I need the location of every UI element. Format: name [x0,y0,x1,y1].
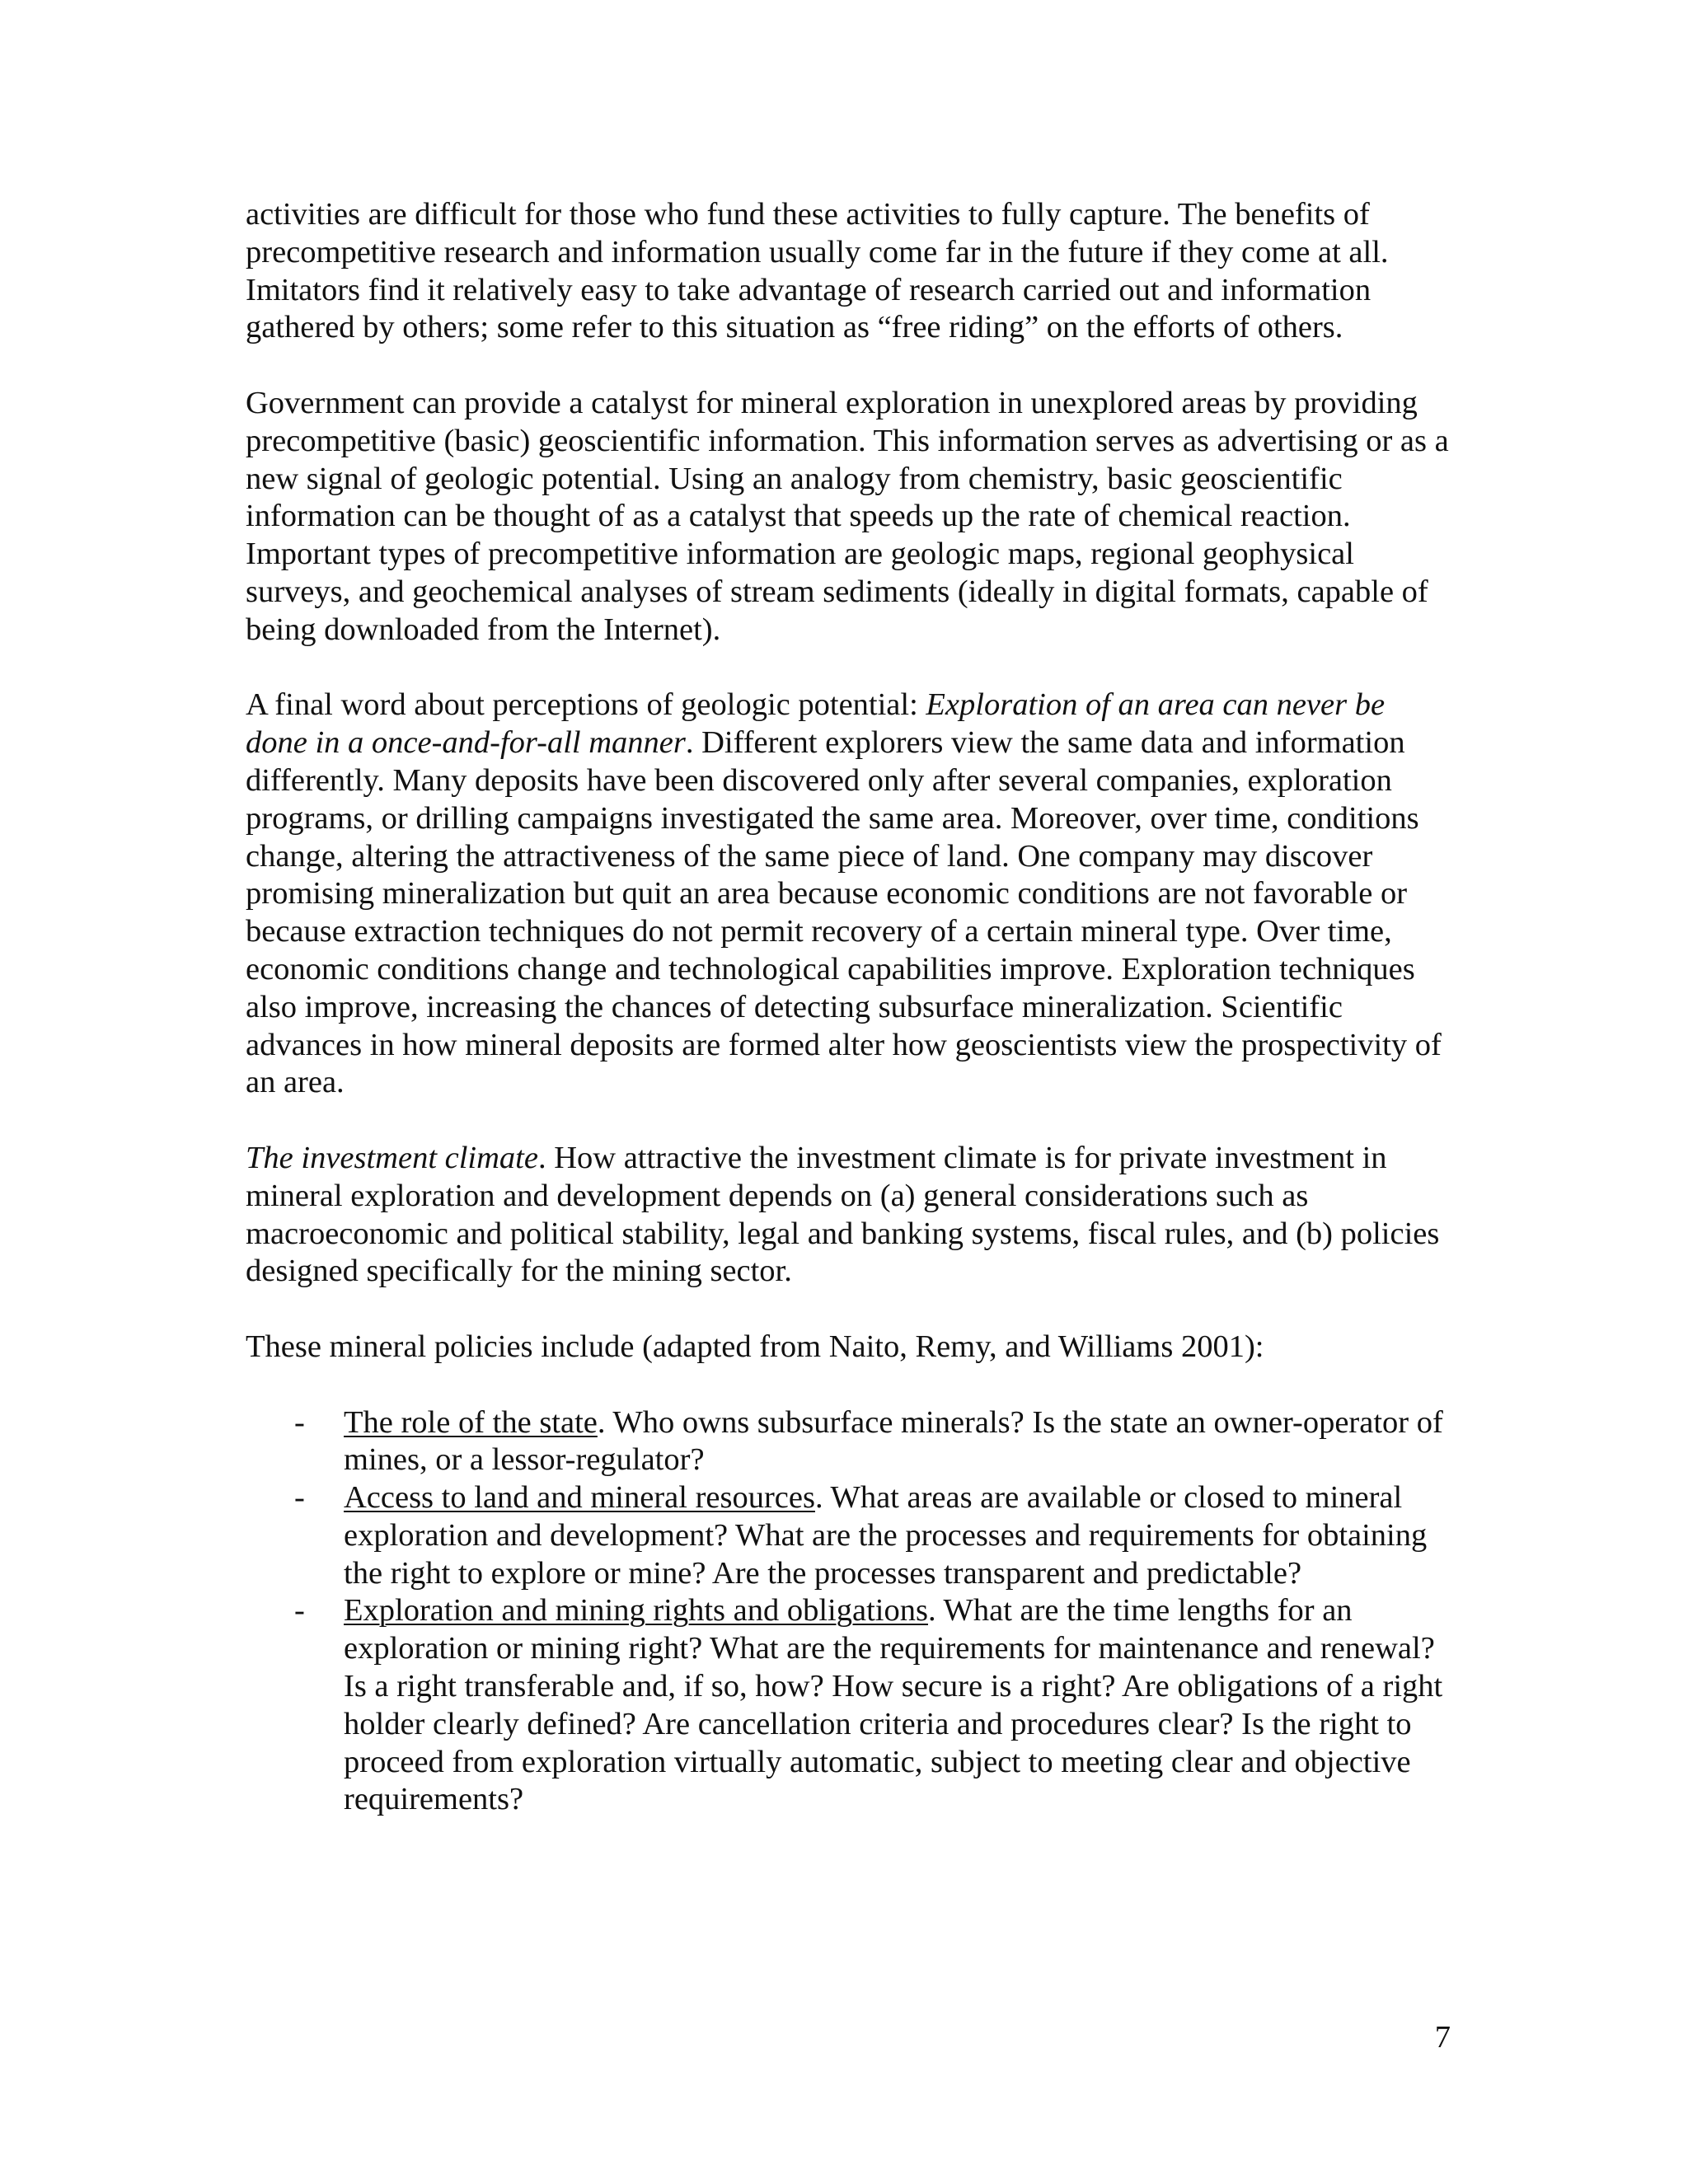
paragraph-geologic-potential-lead: A final word about perceptions of geologic potential: [246,687,926,723]
document-body [246,196,1451,1819]
list-item-text: . What areas are available or closed to mineral exploration and development? What are the processes and requirements for obtaining the right to explore or mine? Are the processes transparent and predictable? [344,1480,1428,1591]
list-item-heading: The role of the state [344,1404,598,1440]
paragraph-mineral-policies-intro-text: These mineral policies include (adapted from Naito, Remy, and Williams 2001): [246,1329,1264,1364]
mineral-policies-list [246,1404,1451,1820]
paragraph-geologic-potential-rest: . Different explorers view the same data and information differently. Many deposits have been discovered only after several companies, exploration programs, or drilling campaigns investigated the same area. Moreover, over time, conditions change, altering the attractiveness of the same piece of land. One company may discover promising mineralization but quit an area because economic conditions are not favorable or because extraction techniques do not permit recovery of a certain mineral type. Over time, economic conditions change and technological capabilities improve. Exploration techniques also improve, increasing the chances of detecting subsurface mineralization. Scientific advances in how mineral deposits are formed alter how geoscientists view the prospectivity of an area. [246,725,1442,1100]
list-item-text: . What are the time lengths for an exploration or mining right? What are the requirements for maintenance and renewal? Is a right transferable and, if so, how? How secure is a right? Are obligations of a right holder clearly defined? Are cancellation criteria and procedures clear? Is the right to proceed from exploration virtually automatic, subject to meeting clear and objective requirements? [344,1593,1443,1817]
list-item-text: . Who owns subsurface minerals? Is the state an owner-operator of mines, or a lessor-regulator? [344,1404,1443,1478]
paragraph-investment-climate [246,1140,1451,1291]
page-number: 7 [1434,2020,1451,2055]
list-item-heading: Exploration and mining rights and obligations [344,1593,928,1629]
paragraph-government-catalyst-text: Government can provide a catalyst for mineral exploration in unexplored areas by providing precompetitive (basic) geoscientific information. This information serves as advertising or as a new signal of geologic potential. Using an analogy from chemistry, basic geoscientific information can be thought of as a catalyst that speeds up the rate of chemical reaction. Important types of precompetitive information are geologic maps, regional geophysical surveys, and geochemical analyses of stream sediments (ideally in digital formats, capable of being downloaded from the Internet). [246,385,1449,647]
paragraph-free-riding-text: activities are difficult for those who fund these activities to fully capture. The benefits of precompetitive research and information usually come far in the future if they come at all. Imitators find it relatively easy to take advantage of research carried out and information gathered by others; some refer to this situation as “free riding” on the efforts of others. [246,197,1389,345]
list-item-heading: Access to land and mineral resources [344,1480,815,1516]
list-bullet: - [294,1404,305,1440]
paragraph-investment-climate-heading: The investment climate [246,1140,538,1175]
paragraph-geologic-potential-emphasis: Exploration of an area can never be done in a once-and-for-all manner [246,687,1386,761]
paragraph-investment-climate-text: . How attractive the investment climate is for private investment in mineral exploration and development depends on (a) general considerations such as macroeconomic and political stability, legal and banking systems, fiscal rules, and (b) policies designed specifically for the mining sector. [246,1140,1440,1289]
list-item [246,1479,1451,1592]
paragraph-geologic-potential [246,687,1451,1102]
list-item [246,1404,1451,1480]
list-bullet: - [294,1593,305,1629]
paragraph-free-riding [246,196,1451,347]
list-item [246,1592,1451,1819]
paragraph-government-catalyst [246,385,1451,649]
list-bullet: - [294,1480,305,1516]
paragraph-mineral-policies-intro [246,1329,1451,1366]
